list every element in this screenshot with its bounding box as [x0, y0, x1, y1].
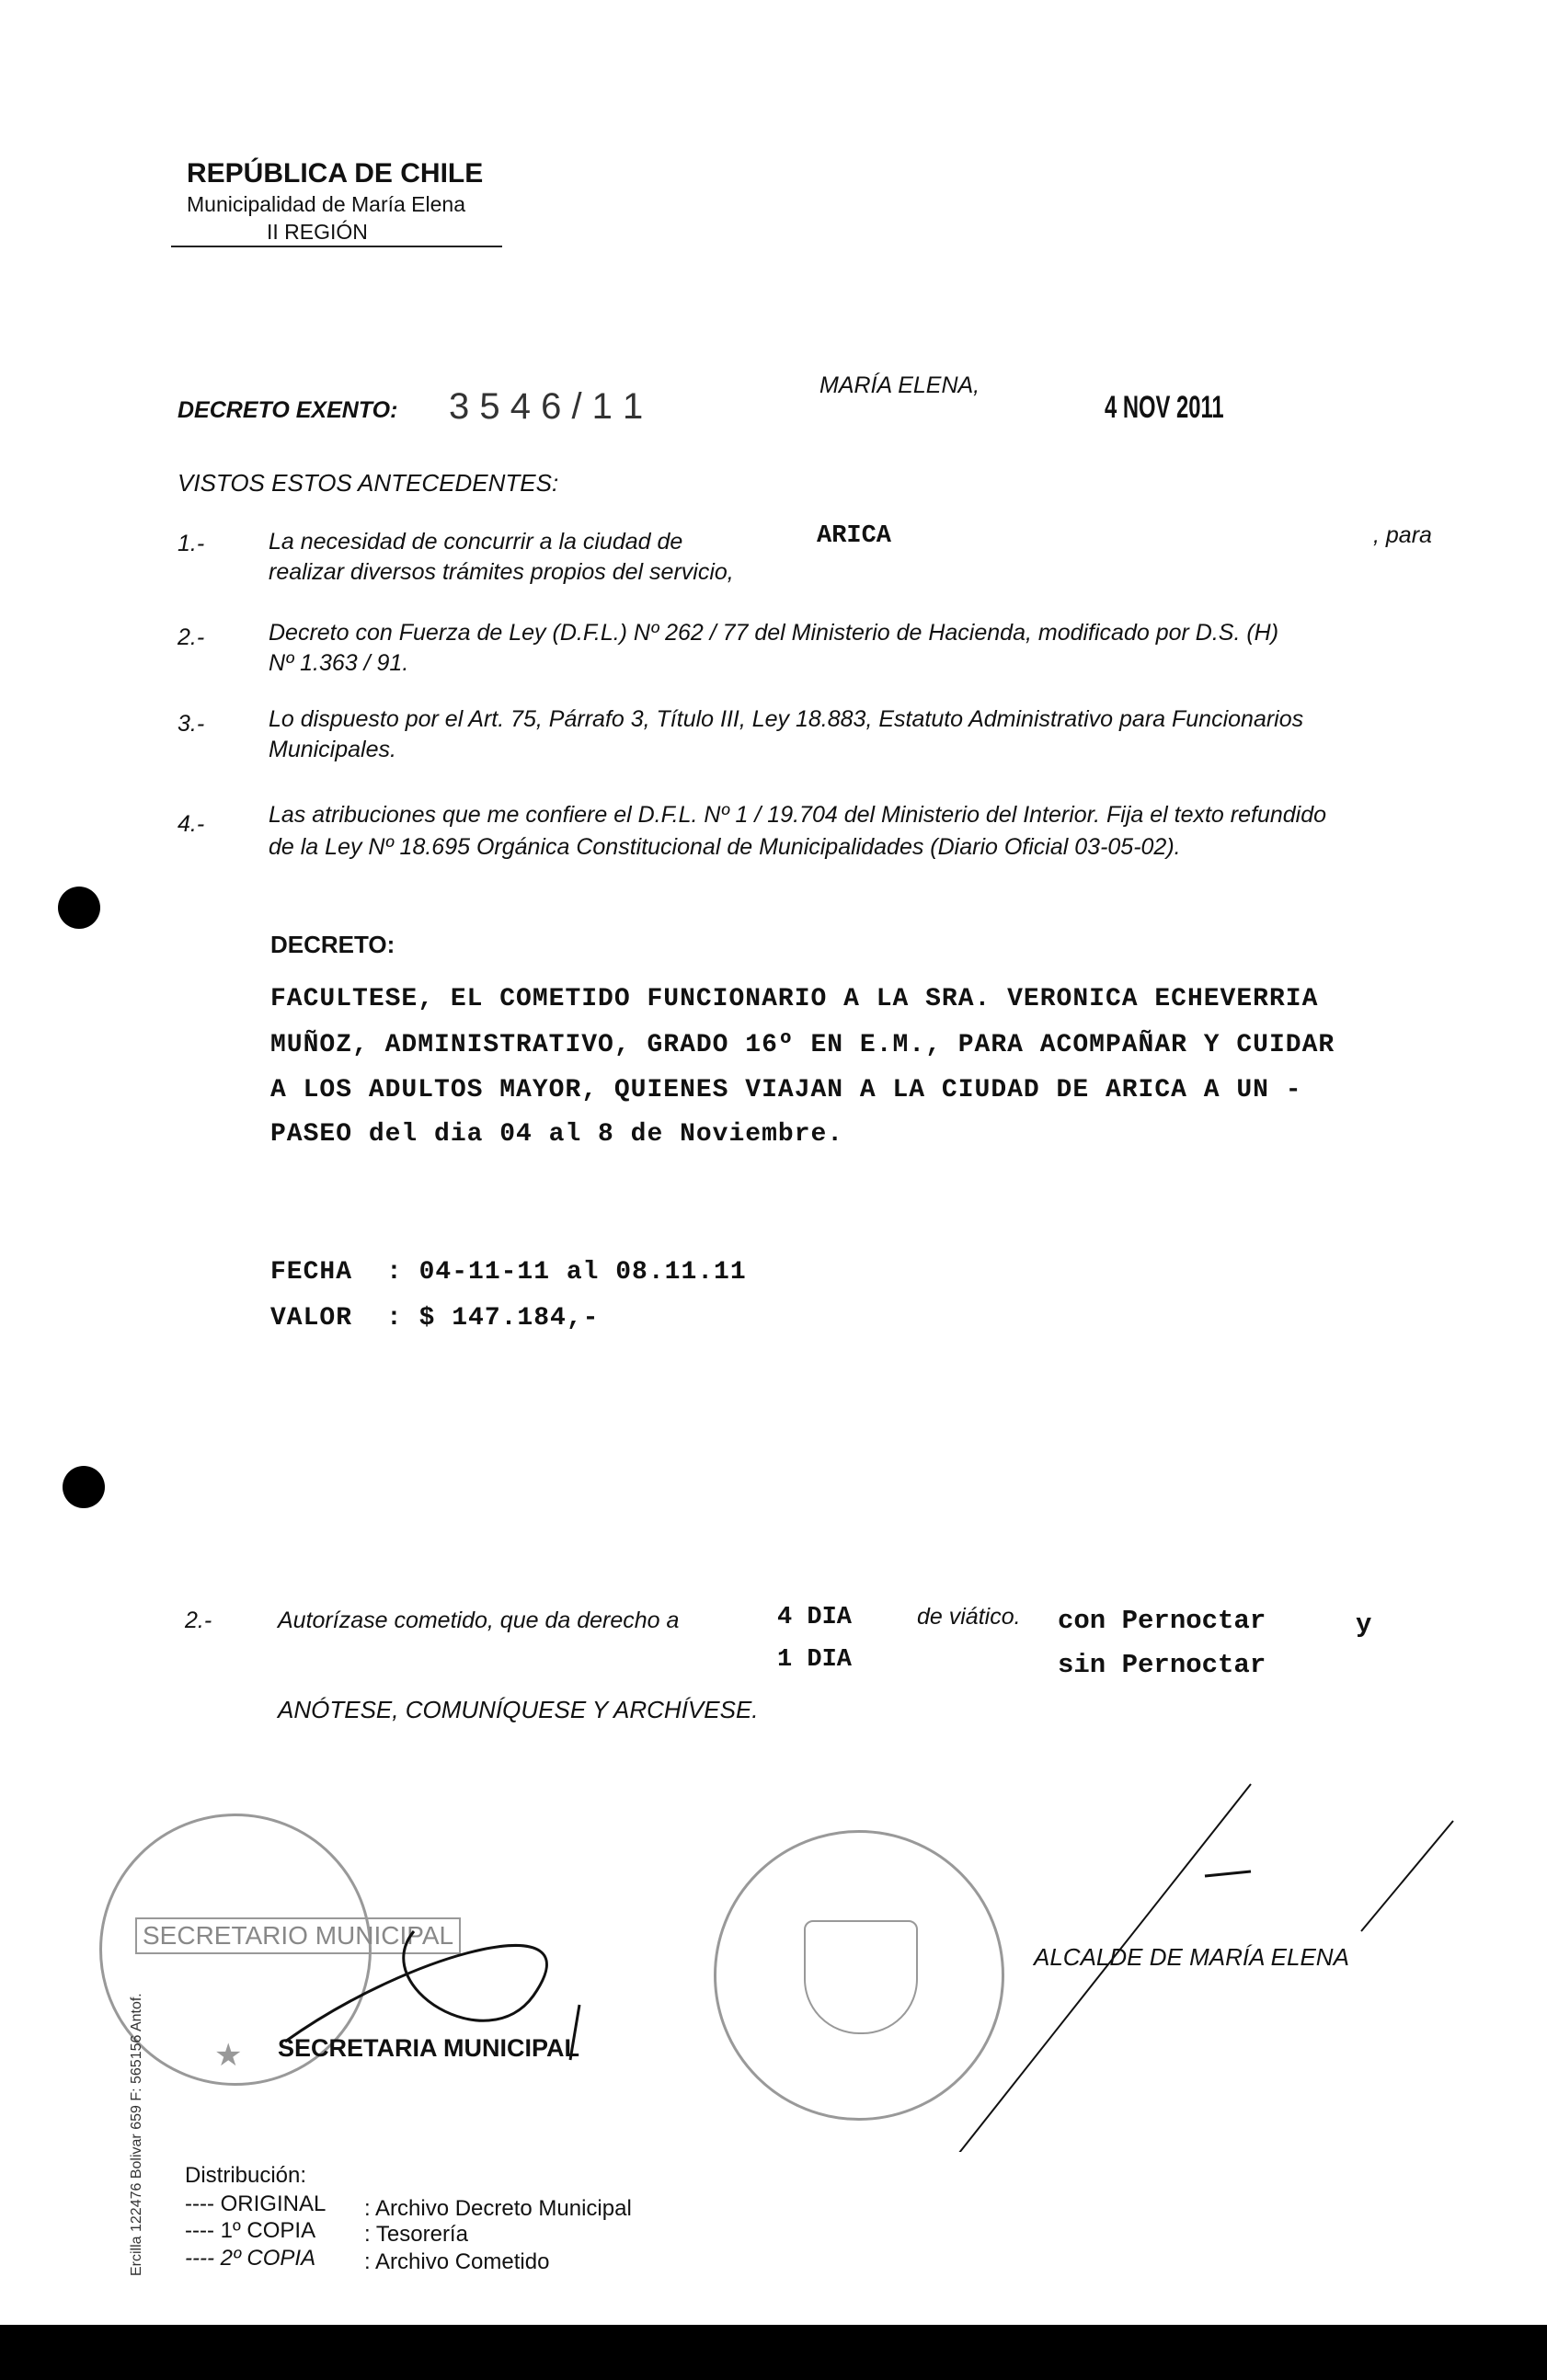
header-divider: [171, 246, 502, 247]
item-1-city: ARICA: [817, 522, 892, 550]
distribution-copy: ---- ORIGINAL: [185, 2191, 327, 2216]
decreto-line: FACULTESE, EL COMETIDO FUNCIONARIO A LA SRA. VERONICA ECHEVERRIA: [270, 985, 1319, 1013]
decree-date: 4 NOV 2011: [1105, 390, 1224, 425]
municipality-name: Municipalidad de María Elena: [187, 192, 466, 216]
distribution-dest: : Archivo Cometido: [364, 2249, 550, 2274]
item-2-line1: Decreto con Fuerza de Ley (D.F.L.) Nº 262 / 77 del Ministerio de Hacienda, modificado por D.S. (H): [269, 620, 1279, 646]
item-2-line2: Nº 1.363 / 91.: [269, 650, 409, 676]
secretary-title: SECRETARIA MUNICIPAL: [278, 2034, 579, 2062]
decreto-line: PASEO del dia 04 al 8 de Noviembre.: [270, 1120, 844, 1149]
item-4-line1: Las atribuciones que me confiere el D.F.L. Nº 1 / 19.704 del Ministerio del Interior. Fija el texto refundido: [269, 802, 1327, 828]
punch-hole: [58, 887, 100, 929]
mayor-title: ALCALDE DE MARÍA ELENA: [1034, 1943, 1349, 1971]
item-3-line2: Municipales.: [269, 737, 396, 762]
item-1-tail: , para: [1373, 522, 1432, 548]
distribution-dest: : Archivo Decreto Municipal: [364, 2196, 632, 2221]
item-1-line2: realizar diversos trámites propios del servicio,: [269, 559, 734, 585]
item-number: 4.-: [178, 811, 205, 837]
vistos-title: VISTOS ESTOS ANTECEDENTES:: [178, 469, 559, 497]
fecha-label: FECHA: [270, 1258, 353, 1287]
valor-value: : $ 147.184,-: [386, 1304, 600, 1333]
days-without: 1 DIA: [777, 1646, 853, 1674]
decree-number: 3 5 4 6 / 1 1: [449, 386, 644, 427]
distribution-dest: : Tesorería: [364, 2222, 468, 2247]
valor-label: VALOR: [270, 1304, 353, 1333]
fecha-value: : 04-11-11 al 08.11.11: [386, 1258, 747, 1287]
decreto-line: MUÑOZ, ADMINISTRATIVO, GRADO 16º EN E.M., PARA ACOMPAÑAR Y CUIDAR: [270, 1031, 1335, 1059]
distribution-copy: ---- 2º COPIA: [185, 2246, 316, 2271]
item-number: 3.-: [178, 711, 205, 737]
distribution-title: Distribución:: [185, 2163, 307, 2188]
auth-number: 2.-: [185, 1608, 212, 1633]
scan-border: [0, 2325, 1547, 2380]
printer-imprint: Ercilla 122476 Bolivar 659 F: 565156 Antof.: [129, 1993, 144, 2276]
item-1-line1: La necesidad de concurrir a la ciudad de: [269, 529, 683, 555]
and-text: y: [1356, 1609, 1372, 1640]
region-name: II REGIÓN: [267, 220, 368, 244]
days-with: 4 DIA: [777, 1604, 853, 1631]
stamp-inner-text: SECRETARIO MUNICIPAL: [135, 1917, 461, 1954]
punch-hole: [63, 1466, 105, 1508]
decreto-line: A LOS ADULTOS MAYOR, QUIENES VIAJAN A LA CIUDAD DE ARICA A UN -: [270, 1076, 1302, 1104]
item-number: 1.-: [178, 531, 205, 556]
item-3-line1: Lo dispuesto por el Art. 75, Párrafo 3, Título III, Ley 18.883, Estatuto Administrativo para Funcionarios: [269, 706, 1304, 732]
closing-text: ANÓTESE, COMUNÍQUESE Y ARCHÍVESE.: [278, 1696, 759, 1723]
country-heading: REPÚBLICA DE CHILE: [187, 158, 484, 189]
distribution-copy: ---- 1º COPIA: [185, 2218, 316, 2243]
star-icon: ★: [214, 2038, 243, 2073]
item-number: 2.-: [178, 624, 205, 650]
item-4-line2: de la Ley Nº 18.695 Orgánica Constitucional de Municipalidades (Diario Oficial 03-05-02).: [269, 834, 1181, 860]
decreto-title: DECRETO:: [270, 931, 395, 958]
without-overnight: sin Pernoctar: [1058, 1650, 1266, 1680]
with-overnight: con Pernoctar: [1058, 1606, 1266, 1636]
decree-label: DECRETO EXENTO:: [178, 397, 398, 423]
viatico-label: de viático.: [917, 1604, 1021, 1630]
decree-place: MARÍA ELENA,: [819, 372, 980, 398]
auth-text: Autorízase cometido, que da derecho a: [278, 1608, 680, 1633]
